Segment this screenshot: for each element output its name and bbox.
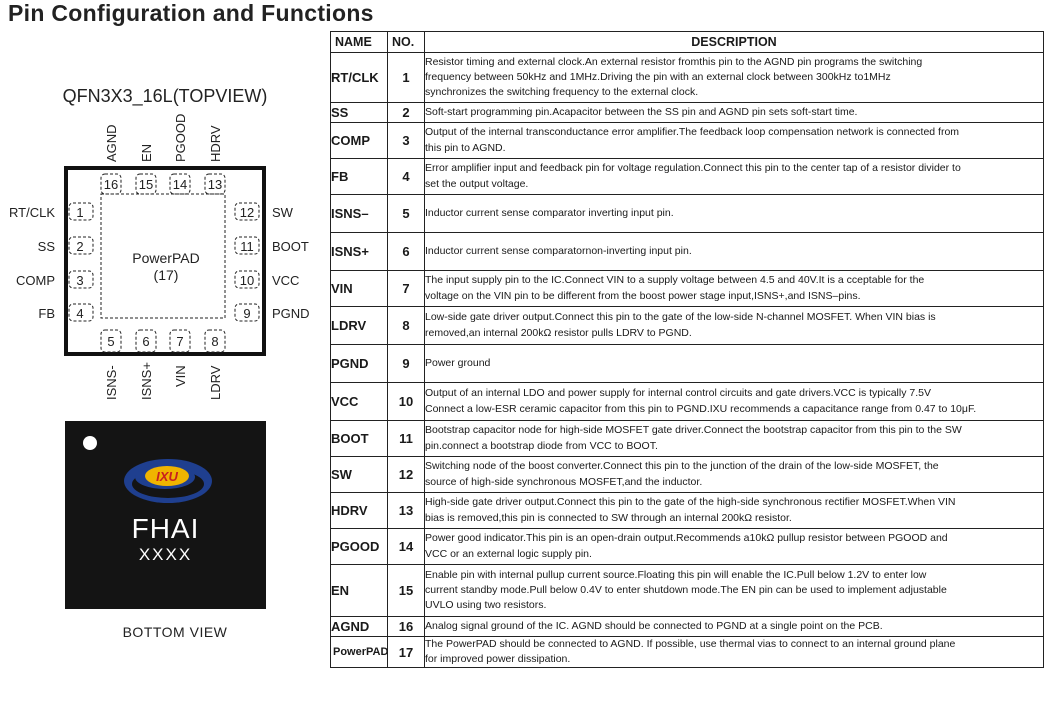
pin-number-cell: 13 [388, 493, 425, 529]
table-row [331, 493, 1044, 529]
chip-bottom-view [65, 421, 266, 609]
pin1-marker [83, 436, 97, 450]
description-line: this pin to AGND. [425, 141, 506, 154]
powerpad-number: (17) [153, 267, 179, 283]
pin-number-cell: 17 [388, 637, 425, 668]
bottom-pin-number: 6 [142, 334, 150, 349]
description-line: Enable pin with internal pullup current source.Floating this pin will enable the IC.Pull below 1.2V to enter low [425, 568, 927, 581]
table-row [331, 159, 1044, 195]
pin-name-cell: ISNS– [331, 195, 388, 233]
pin-description-cell [425, 53, 1044, 103]
description-line: bias is removed,this pin is connected to SW through an internal 200kΩ resistor. [425, 511, 792, 524]
bottom-pin [170, 330, 190, 387]
table-row [331, 307, 1044, 345]
package-title: QFN3X3_16L(TOPVIEW) [62, 86, 268, 106]
pin-name-cell: PowerPAD [331, 637, 388, 668]
pin-name-cell: VIN [331, 271, 388, 307]
pin-number-cell: 8 [388, 307, 425, 345]
description-line: UVLO using two resistors. [425, 599, 547, 612]
pin-number-cell: 12 [388, 457, 425, 493]
bottom-pin [205, 330, 225, 400]
bottom-view-label: BOTTOM VIEW [122, 624, 228, 640]
pin-description-cell [425, 493, 1044, 529]
top-pin [205, 125, 225, 194]
description-line: Error amplifier input and feedback pin for voltage regulation.Connect this pin to the center tap of a resistor divider to [425, 162, 961, 175]
top-pin-name: PGOOD [173, 113, 188, 162]
top-pin-name: HDRV [208, 125, 223, 162]
description-line: Inductor current sense comparatornon-inverting input pin. [425, 244, 692, 257]
description-line: Output of an internal LDO and power supply for internal control circuits and gate drivers.VCC is typically 7.5V [425, 387, 931, 400]
left-pin-name: COMP [16, 273, 55, 288]
pin-name-cell: SS [331, 103, 388, 123]
pin-description-cell [425, 307, 1044, 345]
powerpad-label: PowerPAD [132, 250, 200, 266]
description-line: frequency between 50kHz and 1MHz.Driving the pin with an external clock between 300kHz to1MHz [425, 70, 891, 83]
left-pin-name: SS [37, 239, 55, 254]
pin-name-cell: SW [331, 457, 388, 493]
pin-number-cell: 3 [388, 123, 425, 159]
description-line: Connect a low-ESR ceramic capacitor from this pin to PGND.IXU recommends a capacitance range from 0.47 to 10μF. [425, 402, 977, 415]
description-line: removed,an internal 200kΩ resistor pulls LDRV to PGND. [425, 326, 692, 339]
table-row [331, 565, 1044, 617]
pin-number-cell: 10 [388, 383, 425, 421]
bottom-pin-number: 8 [211, 334, 219, 349]
pin-description-cell [425, 565, 1044, 617]
pin-name-cell: VCC [331, 383, 388, 421]
description-line: current standby mode.Pull below 0.4V to enter shutdown mode.The EN pin can be used to implement adjustable [425, 583, 947, 596]
left-pin-number: 3 [76, 273, 84, 288]
pin-number-cell: 1 [388, 53, 425, 103]
pin-name-cell: PGOOD [331, 529, 388, 565]
pin-description-cell [425, 421, 1044, 457]
pin-description-cell [425, 529, 1044, 565]
top-pin-name: EN [139, 143, 154, 162]
pin-description-cell [425, 383, 1044, 421]
description-line: The PowerPAD should be connected to AGND. If possible, use thermal vias to connect to an internal ground plane [425, 638, 956, 650]
description-line: synchronizes the switching frequency to the external clock. [425, 86, 699, 99]
header-description: DESCRIPTION [425, 32, 1044, 53]
pin-number-cell: 6 [388, 233, 425, 271]
table-row [331, 617, 1044, 637]
pin-name-cell: ISNS+ [331, 233, 388, 271]
chip-code: XXXX [138, 545, 193, 564]
bottom-pin-number: 5 [107, 334, 115, 349]
table-row [331, 457, 1044, 493]
right-pin-number: 10 [239, 273, 255, 288]
pin-name-cell: BOOT [331, 421, 388, 457]
description-line: Bootstrap capacitor node for high-side MOSFET gate driver.Connect the bootstrap capacitor from this pin to the SW [425, 424, 962, 437]
description-line: Switching node of the boost converter.Connect this pin to the junction of the drain of the low-side MOSFET, the [425, 460, 939, 473]
right-pin-name: SW [272, 205, 293, 220]
top-pin-number: 13 [207, 177, 223, 192]
pin-number-cell: 9 [388, 345, 425, 383]
left-pin [9, 203, 93, 220]
pin-number-cell: 15 [388, 565, 425, 617]
description-line: The input supply pin to the IC.Connect VIN to a supply voltage between 4.5 and 40V.It is a cceptable for the [425, 274, 925, 287]
pin-description-cell [425, 103, 1044, 123]
pin-description-cell [425, 233, 1044, 271]
pin-description-cell [425, 159, 1044, 195]
table-row [331, 123, 1044, 159]
description-line: Analog signal ground of the IC. AGND should be connected to PGND at a single point on the PCB. [425, 619, 883, 632]
pin-description-cell [425, 271, 1044, 307]
description-line: VCC or an external logic supply pin. [425, 547, 592, 560]
right-pin-number: 12 [239, 205, 255, 220]
description-line: Power ground [425, 356, 491, 369]
pin-description-cell [425, 637, 1044, 668]
left-pin-number: 4 [76, 306, 84, 321]
pin-name-cell: RT/CLK [331, 53, 388, 103]
table-row [331, 637, 1044, 668]
pin-description-cell [425, 345, 1044, 383]
pin-number-cell: 11 [388, 421, 425, 457]
description-line: set the output voltage. [425, 177, 529, 190]
logo-text: IXU [156, 469, 178, 484]
chip-brand: FHAI [131, 513, 200, 544]
bottom-pin-name: LDRV [208, 365, 223, 400]
table-row [331, 103, 1044, 123]
left-pin-name: RT/CLK [9, 205, 55, 220]
bottom-pin-name: ISNS- [104, 365, 119, 400]
table-row [331, 53, 1044, 103]
bottom-pin-number: 7 [176, 334, 184, 349]
pin-description-cell [425, 195, 1044, 233]
header-no: NO. [388, 32, 425, 53]
package-diagram [0, 110, 330, 410]
top-pin [101, 124, 121, 194]
right-pin [235, 304, 310, 321]
right-pin [235, 271, 299, 288]
left-pin-name: FB [38, 306, 55, 321]
pin-name-cell: COMP [331, 123, 388, 159]
right-pin-number: 11 [240, 239, 254, 254]
table-header-row [331, 32, 1044, 53]
description-line: source of high-side synchronous MOSFET,and the inductor. [425, 475, 703, 488]
description-line: pin.connect a bootstrap diode from VCC to BOOT. [425, 439, 658, 452]
left-pin-number: 1 [76, 205, 84, 220]
table-row [331, 421, 1044, 457]
bottom-pin [136, 330, 156, 400]
pin-description-cell [425, 123, 1044, 159]
top-pin-name: AGND [104, 124, 119, 162]
right-pin-name: VCC [272, 273, 300, 288]
pin-number-cell: 16 [388, 617, 425, 637]
description-line: Low-side gate driver output.Connect this pin to the gate of the low-side N-channel MOSFET. When VIN bias is [425, 311, 936, 324]
bottom-pin-name: ISNS+ [139, 362, 154, 400]
table-row [331, 345, 1044, 383]
right-pin-name: PGND [272, 306, 310, 321]
pin-description-cell [425, 617, 1044, 637]
pin-number-cell: 2 [388, 103, 425, 123]
description-line: Soft-start programming pin.Acapacitor between the SS pin and AGND pin sets soft-start time. [425, 105, 858, 118]
description-line: Power good indicator.This pin is an open-drain output.Recommends a10kΩ pullup resistor between PGOOD and [425, 532, 948, 545]
right-pin-number: 9 [243, 306, 251, 321]
right-pin [235, 237, 309, 254]
table-row [331, 195, 1044, 233]
table-row [331, 233, 1044, 271]
page-title: Pin Configuration and Functions [8, 0, 374, 26]
pin-function-table [330, 31, 1044, 668]
pin-number-cell: 4 [388, 159, 425, 195]
table-row [331, 529, 1044, 565]
left-pin [16, 271, 93, 288]
top-pin [170, 114, 190, 194]
description-line: Inductor current sense comparator inverting input pin. [425, 206, 674, 219]
pin-number-cell: 7 [388, 271, 425, 307]
table-row [331, 383, 1044, 421]
pin-name-cell: AGND [331, 617, 388, 637]
bottom-pin-name: VIN [173, 365, 188, 387]
top-pin-number: 16 [103, 177, 119, 192]
pin-number-cell: 14 [388, 529, 425, 565]
pin-description-cell [425, 457, 1044, 493]
table-row [331, 271, 1044, 307]
header-name: NAME [331, 32, 388, 53]
pin-name-cell: HDRV [331, 493, 388, 529]
left-pin-number: 2 [76, 239, 84, 254]
pin-name-cell: EN [331, 565, 388, 617]
description-line: voltage on the VIN pin to be different from the boost power stage input,ISNS+,and ISNS–pins. [425, 289, 861, 302]
description-line: Resistor timing and external clock.An external resistor fromthis pin to the AGND pin programs the switching [425, 55, 923, 68]
top-pin-number: 15 [138, 177, 154, 192]
ixu-logo-icon [123, 451, 213, 511]
pin-name-cell: LDRV [331, 307, 388, 345]
right-pin-name: BOOT [272, 239, 309, 254]
pin-number-cell: 5 [388, 195, 425, 233]
bottom-pin [101, 330, 121, 400]
description-line: High-side gate driver output.Connect this pin to the gate of the high-side synchronous rectifier MOSFET.When VIN [425, 496, 956, 509]
description-line: Output of the internal transconductance error amplifier.The feedback loop compensation network is connected from [425, 126, 960, 139]
pin-name-cell: PGND [331, 345, 388, 383]
description-line: for improved power dissipation. [425, 653, 571, 666]
top-pin-number: 14 [172, 177, 188, 192]
pin-name-cell: FB [331, 159, 388, 195]
